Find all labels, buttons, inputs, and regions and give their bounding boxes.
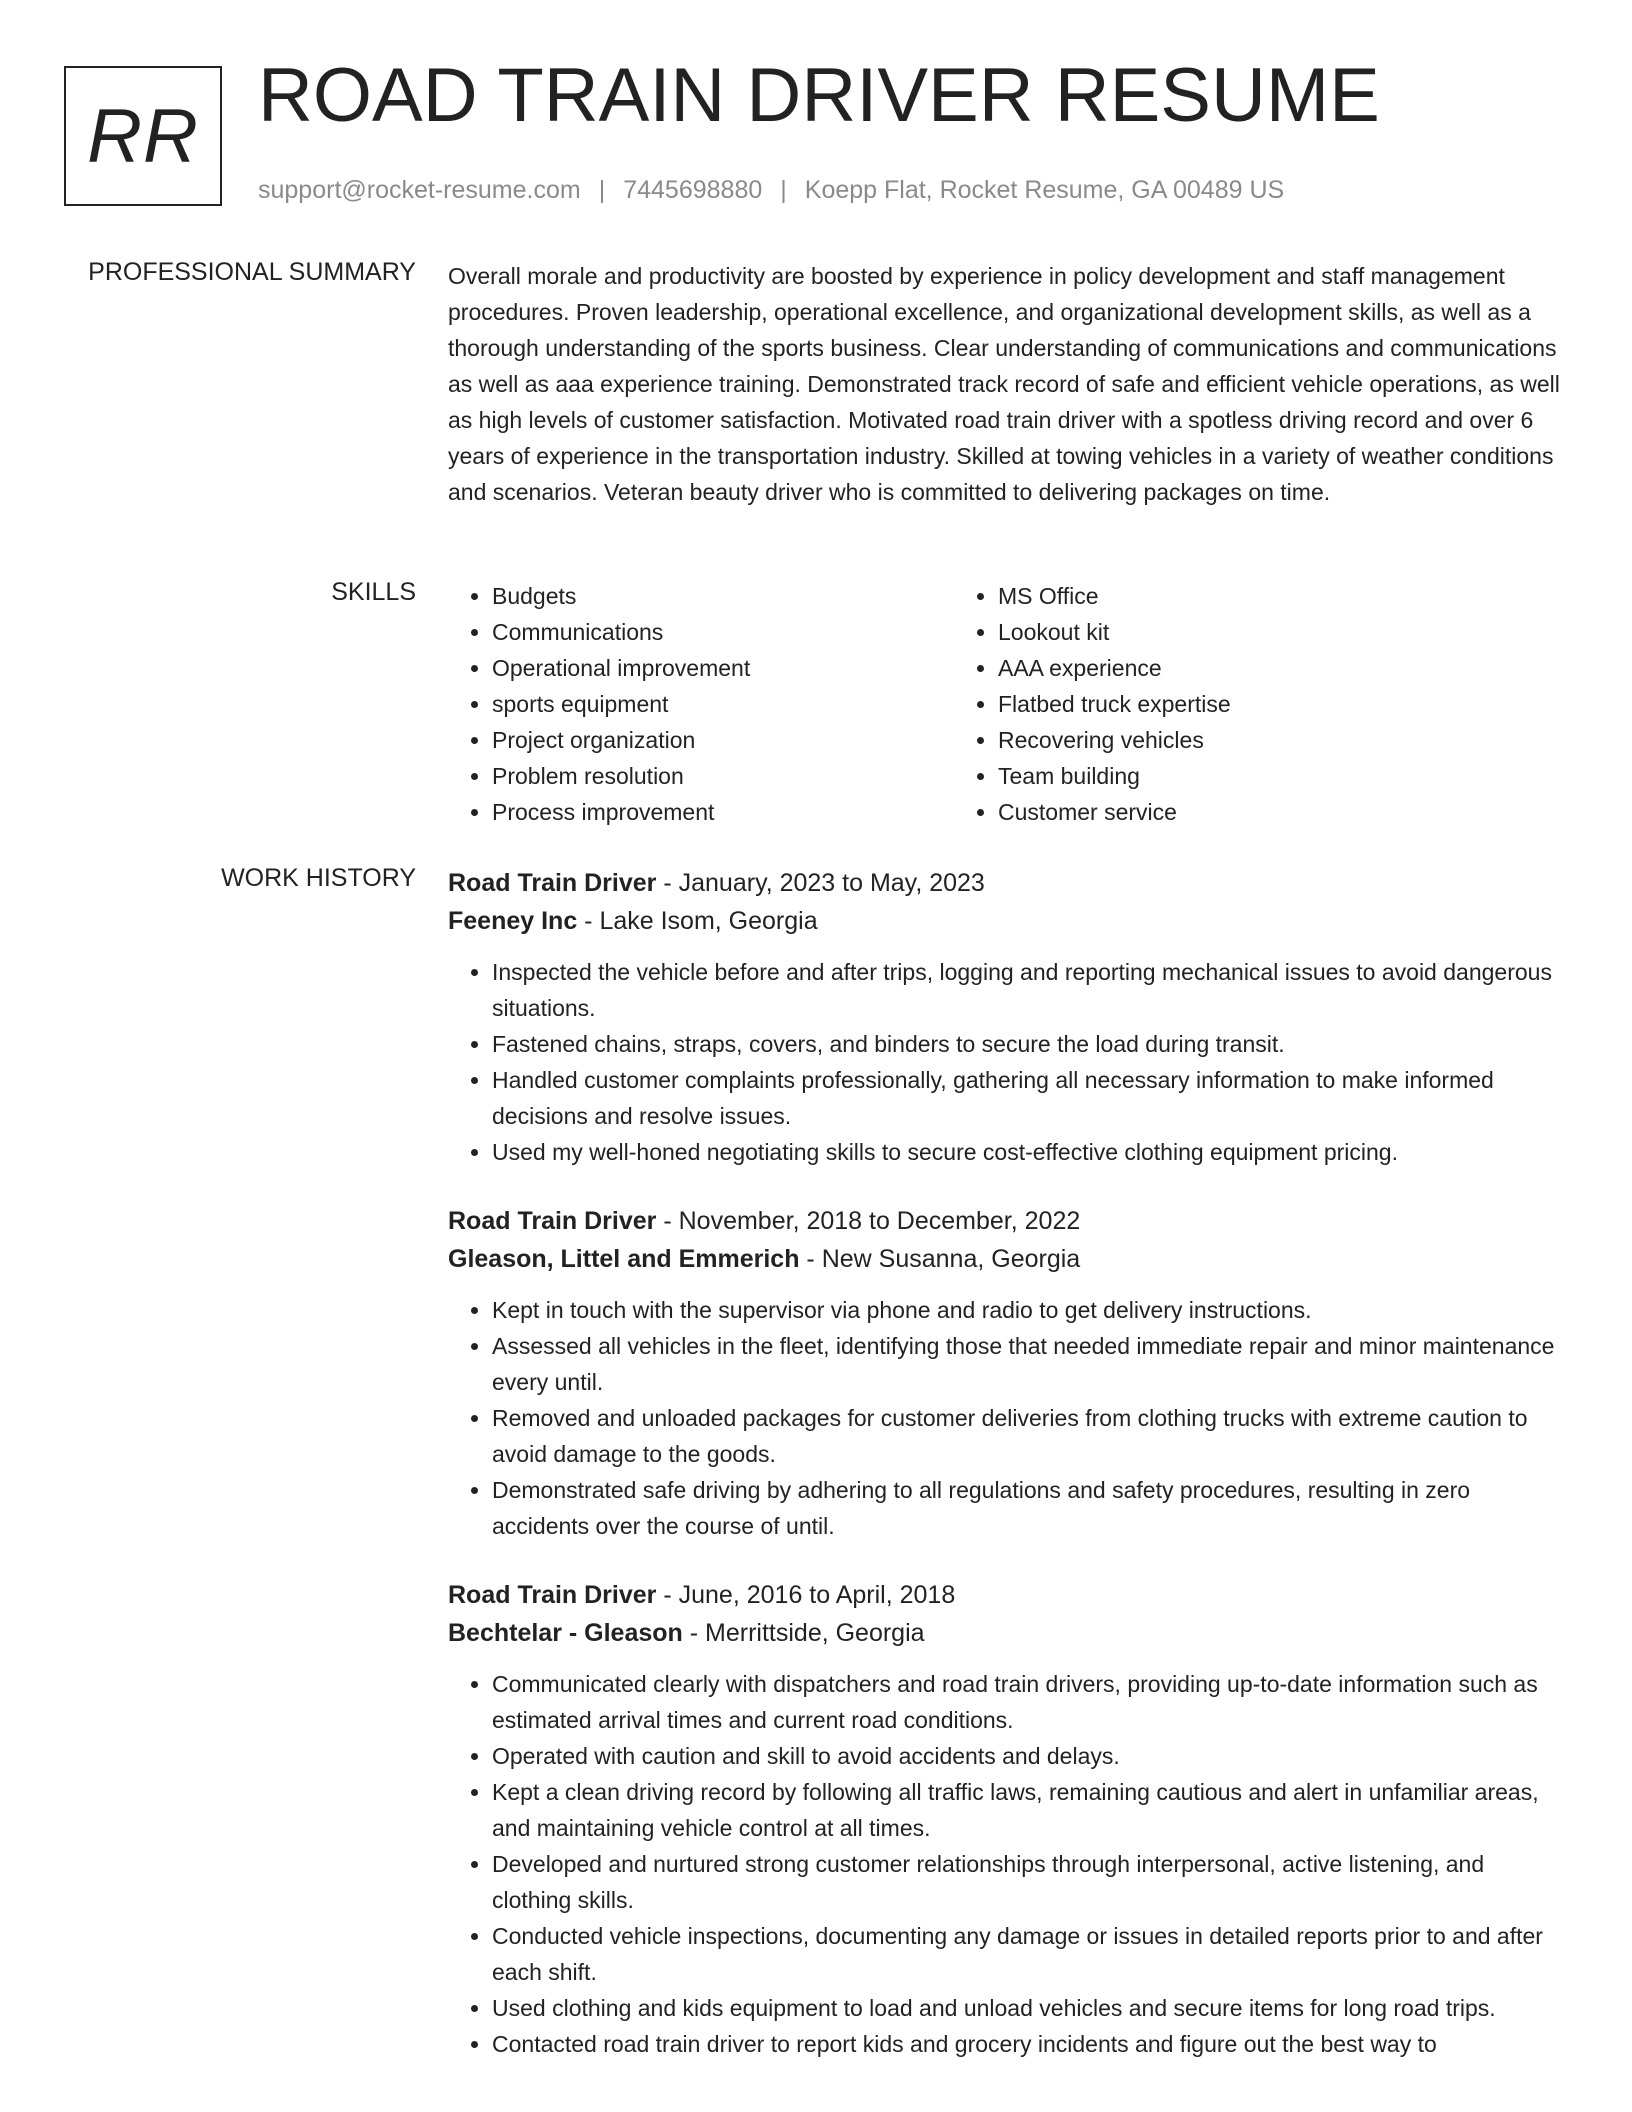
skill-item: • Operational improvement xyxy=(492,650,954,686)
skills-list-left xyxy=(448,578,954,830)
job-dates: - November, 2018 to December, 2022 xyxy=(656,1207,1081,1235)
job-bullet: • Assessed all vehicles in the fleet, identifying those that needed immediate repair and minor maintenance every until. xyxy=(492,1328,1566,1400)
skills-heading: SKILLS xyxy=(331,578,416,606)
job-bullet: • Contacted road train driver to report kids and grocery incidents and figure out the best way to xyxy=(492,2026,1566,2062)
skills-list-right xyxy=(954,578,1514,830)
job-bullets xyxy=(448,954,1566,1170)
summary-body xyxy=(448,258,1566,510)
job-bullets xyxy=(448,1292,1566,1544)
contact-separator: | xyxy=(598,176,606,204)
job-location: - New Susanna, Georgia xyxy=(799,1245,1081,1273)
skill-item: • Process improvement xyxy=(492,794,954,830)
job-entry xyxy=(448,1202,1566,1544)
contact-separator: | xyxy=(780,176,787,204)
job-title: Road Train Driver xyxy=(448,1207,657,1235)
skill-item: • Communications xyxy=(492,614,954,650)
job-dates: - June, 2016 to April, 2018 xyxy=(656,1581,956,1609)
job-bullets xyxy=(448,1666,1566,2062)
skill-item: • AAA experience xyxy=(998,650,1514,686)
job-title-line xyxy=(448,1576,1566,1614)
job-company-line xyxy=(448,1240,1566,1278)
skill-item: • sports equipment xyxy=(492,686,954,722)
job-bullet: • Conducted vehicle inspections, documenting any damage or issues in detailed reports prior to and after each shift. xyxy=(492,1918,1566,1990)
work-history-heading: WORK HISTORY xyxy=(221,864,416,892)
contact-address: Koepp Flat, Rocket Resume, GA 00489 US xyxy=(804,176,1285,204)
job-title-line xyxy=(448,1202,1566,1240)
job-dates: - January, 2023 to May, 2023 xyxy=(656,869,985,897)
resume-title: ROAD TRAIN DRIVER RESUME xyxy=(258,53,1380,138)
job-title-line xyxy=(448,864,1566,902)
monogram: RR xyxy=(64,66,222,206)
job-entry xyxy=(448,864,1566,1170)
work-history-body xyxy=(448,864,1566,2094)
skill-item: • Flatbed truck expertise xyxy=(998,686,1514,722)
skill-item: • Problem resolution xyxy=(492,758,954,794)
job-company-line xyxy=(448,1614,1566,1652)
job-bullet: • Used clothing and kids equipment to load and unload vehicles and secure items for long road trips. xyxy=(492,1990,1566,2026)
job-company: Gleason, Littel and Emmerich xyxy=(448,1245,800,1273)
skill-item: • Project organization xyxy=(492,722,954,758)
job-location: - Lake Isom, Georgia xyxy=(577,907,818,935)
job-bullet: • Used my well-honed negotiating skills to secure cost-effective clothing equipment pricing. xyxy=(492,1134,1566,1170)
job-bullet: • Handled customer complaints professionally, gathering all necessary information to make informed decisions and resolve issues. xyxy=(492,1062,1566,1134)
contact-email[interactable]: support@rocket-resume.com xyxy=(258,176,581,204)
job-title: Road Train Driver xyxy=(448,1581,657,1609)
job-location: - Merrittside, Georgia xyxy=(682,1619,925,1647)
contact-phone[interactable]: 7445698880 xyxy=(623,176,763,204)
job-bullet: • Kept a clean driving record by following all traffic laws, remaining cautious and alert in unfamiliar areas, and maintaining vehicle control at all times. xyxy=(492,1774,1566,1846)
job-company-line xyxy=(448,902,1566,940)
job-bullet: • Developed and nurtured strong customer relationships through interpersonal, active listening, and clothing skills. xyxy=(492,1846,1566,1918)
job-company: Bechtelar - Gleason xyxy=(448,1619,683,1647)
job-bullet: • Fastened chains, straps, covers, and binders to secure the load during transit. xyxy=(492,1026,1566,1062)
job-bullet: • Communicated clearly with dispatchers and road train drivers, providing up-to-date information such as estimated arrival times and current road conditions. xyxy=(492,1666,1566,1738)
summary-text: Overall morale and productivity are boosted by experience in policy development and staff management procedures. Proven leadership, operational excellence, and organizational development skills, as well as a thorough understanding of the sports business. Clear understanding of communications and communications as well as aaa experience training. Demonstrated track record of safe and efficient vehicle operations, as well as high levels of customer satisfaction. Motivated road train driver with a spotless driving record and over 6 years of experience in the transportation industry. Skilled at towing vehicles in a variety of weather conditions and scenarios. Veteran beauty driver who is committed to delivering packages on time. xyxy=(448,263,1560,505)
skill-item: • Recovering vehicles xyxy=(998,722,1514,758)
skill-item: • Team building xyxy=(998,758,1514,794)
job-bullet: • Removed and unloaded packages for customer deliveries from clothing trucks with extreme caution to avoid damage to the goods. xyxy=(492,1400,1566,1472)
skill-item: • Customer service xyxy=(998,794,1514,830)
job-bullet: • Kept in touch with the supervisor via phone and radio to get delivery instructions. xyxy=(492,1292,1566,1328)
contact-line xyxy=(258,176,1284,205)
skill-item: • Budgets xyxy=(492,578,954,614)
job-bullet: • Operated with caution and skill to avoid accidents and delays. xyxy=(492,1738,1566,1774)
job-bullet: • Demonstrated safe driving by adhering to all regulations and safety procedures, resulting in zero accidents over the course of until. xyxy=(492,1472,1566,1544)
job-entry xyxy=(448,1576,1566,2062)
job-title: Road Train Driver xyxy=(448,869,657,897)
summary-heading: PROFESSIONAL SUMMARY xyxy=(88,258,416,286)
skill-item: • Lookout kit xyxy=(998,614,1514,650)
job-bullet: • Inspected the vehicle before and after trips, logging and reporting mechanical issues to avoid dangerous situations. xyxy=(492,954,1566,1026)
job-company: Feeney Inc xyxy=(448,907,578,935)
skills-body xyxy=(448,578,1566,830)
skill-item: • MS Office xyxy=(998,578,1514,614)
